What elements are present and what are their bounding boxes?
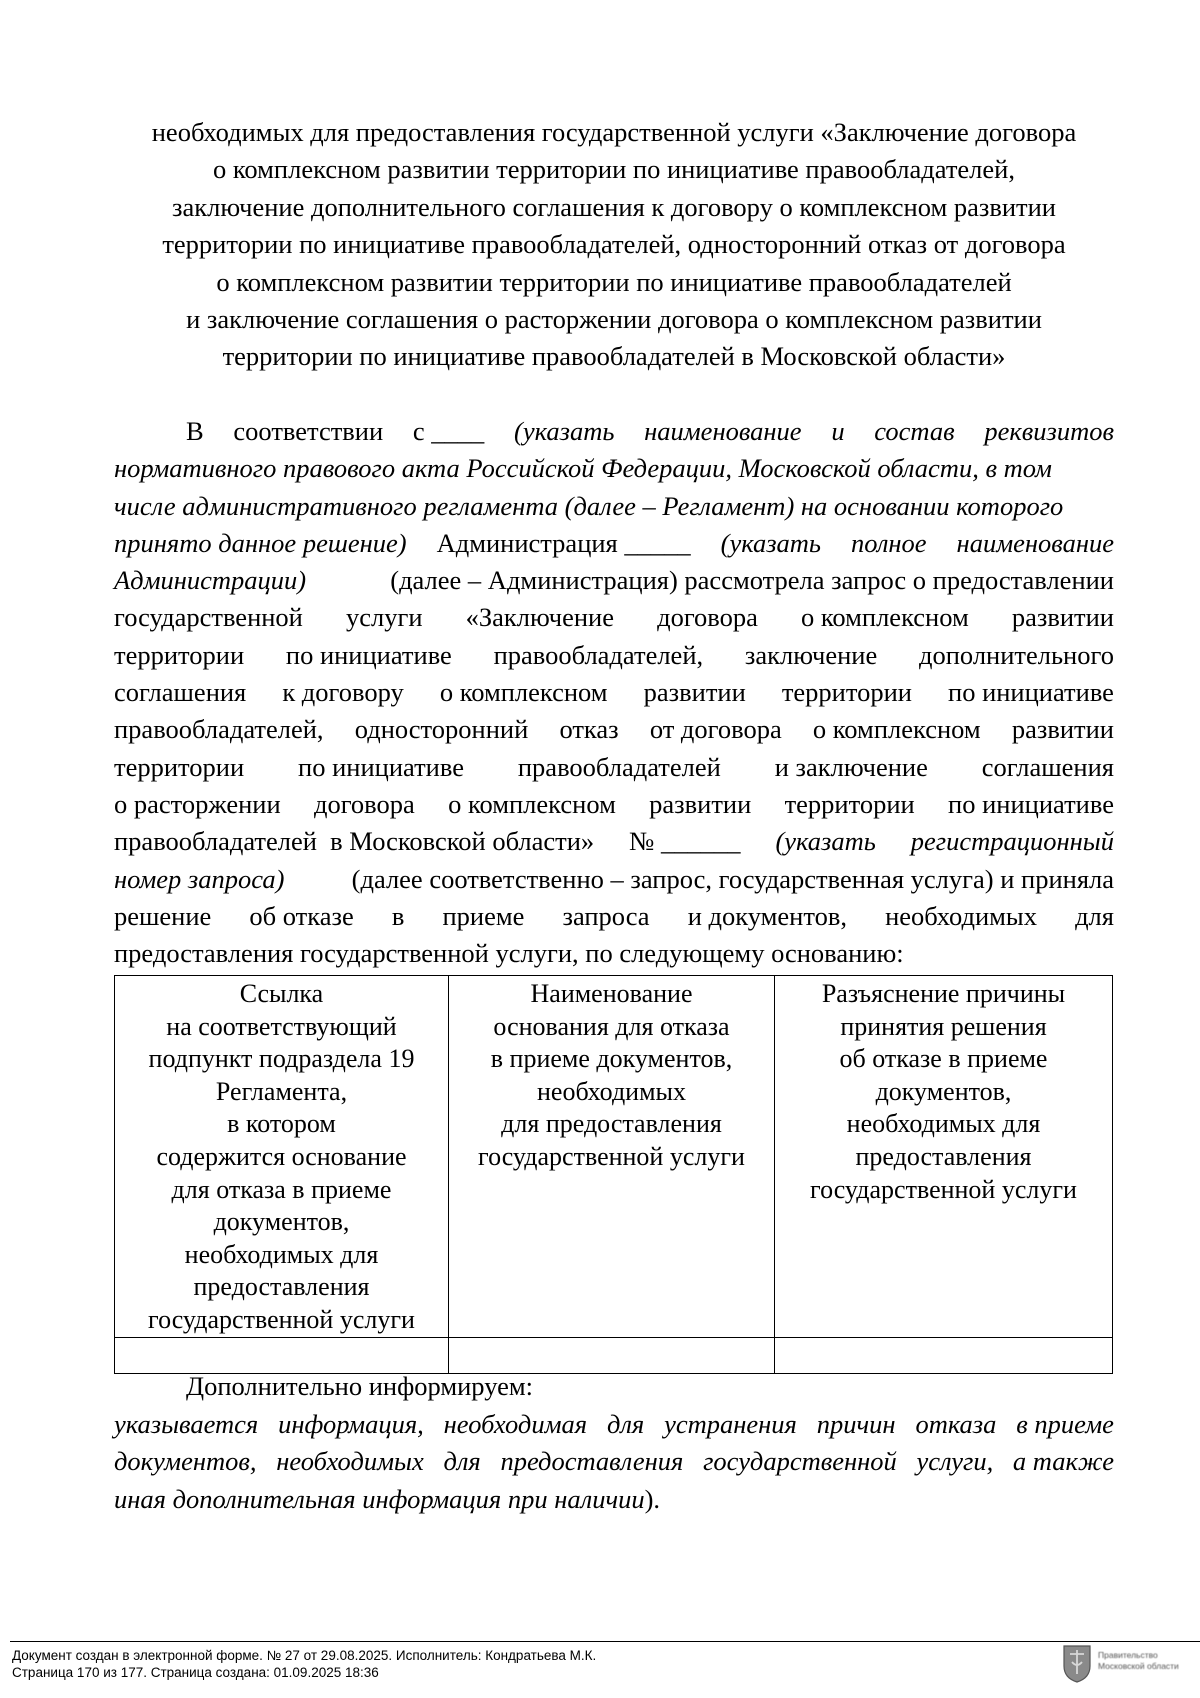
text-run: необходимых bbox=[276, 1446, 424, 1477]
cell-line: подпункт подраздела 19 bbox=[148, 1044, 415, 1074]
coat-of-arms-icon bbox=[1062, 1644, 1092, 1684]
text-run: (указать bbox=[720, 527, 821, 558]
heading-line: о комплексном развитии территории по инициативе правообладателей, bbox=[213, 154, 1015, 185]
text-run: иная дополнительная информация при наличии bbox=[114, 1483, 645, 1514]
text-run: наименование bbox=[956, 527, 1114, 558]
text-run: правообладателей в Московской области» bbox=[114, 826, 595, 857]
cell-line: Разъяснение причины bbox=[821, 979, 1066, 1008]
text-run: государственной bbox=[703, 1446, 897, 1477]
text-run: полное bbox=[850, 527, 927, 558]
text-run: развитии bbox=[649, 788, 752, 819]
text-run: территории bbox=[784, 788, 915, 819]
text-run: нормативного правового акта Российской Федерации, Московской области, в том bbox=[114, 453, 1052, 484]
paragraph-line bbox=[114, 488, 1114, 525]
text-run: номер запроса) bbox=[114, 863, 285, 894]
cell-line: предоставления bbox=[193, 1272, 370, 1302]
text-run: (указать bbox=[514, 416, 615, 446]
paragraph-line bbox=[114, 823, 1114, 860]
text-run: по инициативе bbox=[948, 788, 1114, 819]
text-run: договора bbox=[313, 788, 415, 819]
cell-line: основания для отказа bbox=[493, 1011, 730, 1041]
refusal-reasons-table bbox=[114, 975, 1113, 1374]
text-run: отказа bbox=[915, 1408, 997, 1439]
text-run: к договору bbox=[282, 677, 404, 708]
text-run: соглашения bbox=[114, 677, 247, 708]
emblem-caption bbox=[1098, 1650, 1179, 1672]
text-run: по инициативе bbox=[285, 639, 452, 670]
text-run: информация, bbox=[278, 1408, 424, 1439]
cell-line: для отказа в приеме bbox=[171, 1174, 392, 1204]
text-run: для bbox=[606, 1408, 645, 1439]
text-run: договора bbox=[657, 602, 758, 633]
text-run: для bbox=[1075, 900, 1114, 931]
paragraph-line bbox=[114, 935, 1114, 972]
emblem-caption-line: Правительство bbox=[1098, 1650, 1158, 1660]
text-run: соответствии bbox=[233, 416, 384, 446]
text-run: соглашения bbox=[981, 751, 1114, 782]
text-run: числе административного регламента (далее – Регламент) на основании которого bbox=[114, 490, 1064, 521]
text-run: развитии bbox=[1011, 602, 1114, 633]
heading-line: и заключение соглашения о расторжении договора о комплексном развитии bbox=[186, 304, 1042, 335]
heading-line: необходимых для предоставления государственной услуги «Заключение договора bbox=[151, 117, 1077, 147]
cell-line: для предоставления bbox=[501, 1109, 722, 1139]
paragraph-line bbox=[114, 599, 1114, 636]
text-run: заключение bbox=[744, 639, 878, 670]
text-run: Администрация _____ bbox=[436, 527, 691, 558]
text-run: указывается bbox=[114, 1408, 259, 1439]
paragraph-line bbox=[114, 749, 1114, 786]
text-run: о комплексном bbox=[812, 714, 981, 745]
paragraph-line bbox=[114, 786, 1114, 823]
cell-line: государственной услуги bbox=[810, 1174, 1077, 1204]
text-run: и bbox=[831, 416, 845, 446]
paragraph-line bbox=[114, 1443, 1114, 1481]
text-run: ). bbox=[644, 1483, 661, 1514]
text-run: решение bbox=[114, 900, 212, 931]
text-run: необходимых bbox=[885, 900, 1037, 931]
text-run: «Заключение bbox=[465, 602, 614, 633]
text-run: о расторжении bbox=[114, 788, 281, 819]
text-run: в приеме bbox=[1016, 1408, 1114, 1439]
paragraph-line bbox=[114, 1481, 1114, 1519]
text-run: регистрационный bbox=[910, 826, 1114, 857]
text-run: Администрации) bbox=[114, 565, 307, 596]
cell-line: содержится основание bbox=[156, 1141, 407, 1171]
text-run: отказ bbox=[559, 714, 619, 745]
text-run: о комплексном bbox=[448, 788, 616, 819]
footer-line-1: Документ создан в электронной форме. № 27 от 29.08.2025. Исполнитель: Кондратьева М.К. bbox=[12, 1648, 597, 1663]
text-run: территории bbox=[114, 751, 245, 782]
text-run: (далее – Администрация) рассмотрела запрос о предоставлении bbox=[390, 565, 1114, 596]
text-run: для bbox=[443, 1446, 481, 1477]
text-run: состав bbox=[874, 416, 955, 446]
table-header-cell bbox=[775, 976, 1113, 1338]
document-footer bbox=[12, 1647, 596, 1681]
text-run: устранения bbox=[664, 1408, 797, 1439]
text-run: № ______ bbox=[629, 826, 741, 857]
document-heading bbox=[110, 114, 1118, 376]
text-run: о комплексном bbox=[800, 602, 969, 633]
text-run: предоставления bbox=[500, 1446, 684, 1477]
additional-info-title: Дополнительно информируем: bbox=[186, 1371, 533, 1401]
cell-line: Наименование bbox=[530, 979, 693, 1008]
text-run: реквизитов bbox=[984, 416, 1114, 446]
heading-line: о комплексном развитии территории по инициативе правообладателей bbox=[216, 266, 1012, 297]
text-run: с ____ bbox=[412, 416, 485, 446]
text-run: территории bbox=[114, 639, 245, 670]
cell-line: необходимых для bbox=[184, 1239, 379, 1269]
cell-line: документов, bbox=[875, 1076, 1012, 1106]
text-run: дополнительного bbox=[919, 639, 1114, 670]
additional-info bbox=[114, 1368, 1114, 1518]
text-run: территории bbox=[781, 677, 912, 708]
cell-line: государственной услуги bbox=[478, 1141, 745, 1171]
text-run: в bbox=[391, 900, 405, 931]
paragraph-line bbox=[114, 674, 1114, 711]
text-run: В bbox=[186, 416, 204, 446]
text-run: принято данное решение) bbox=[114, 527, 407, 558]
text-run: документов, bbox=[114, 1446, 257, 1477]
table-header-cell bbox=[115, 976, 449, 1338]
cell-line: государственной услуги bbox=[148, 1304, 415, 1334]
text-run: об отказе bbox=[249, 900, 354, 931]
text-run: а также bbox=[1012, 1446, 1114, 1477]
cell-line: в котором bbox=[227, 1109, 336, 1139]
heading-line: заключение дополнительного соглашения к договору о комплексном развитии bbox=[172, 191, 1056, 222]
paragraph-line bbox=[114, 711, 1114, 748]
text-run: запроса bbox=[562, 900, 650, 931]
text-run: правообладателей, bbox=[114, 714, 324, 745]
text-run: наименование bbox=[644, 416, 802, 446]
text-run: и документов, bbox=[687, 900, 847, 931]
text-run: по инициативе bbox=[298, 751, 464, 782]
table-header-cell bbox=[449, 976, 775, 1338]
text-run: причин bbox=[816, 1408, 896, 1439]
text-run: услуги bbox=[345, 602, 423, 633]
text-run: односторонний bbox=[354, 714, 529, 745]
heading-line: территории по инициативе правообладателей, односторонний отказ от договора bbox=[162, 229, 1066, 260]
cell-line: Регламента, bbox=[215, 1076, 348, 1106]
decision-paragraph bbox=[114, 413, 1114, 972]
paragraph-line bbox=[114, 637, 1114, 674]
paragraph-line bbox=[114, 450, 1114, 487]
footer-divider bbox=[10, 1641, 1200, 1642]
cell-line: необходимых bbox=[536, 1076, 687, 1106]
text-run: государственной bbox=[114, 602, 303, 633]
text-run: услуги, bbox=[916, 1446, 994, 1477]
table-header-row bbox=[115, 976, 1113, 1338]
paragraph-line bbox=[114, 1368, 1114, 1406]
text-run: (далее соответственно – запрос, государственная услуга) и приняла bbox=[351, 863, 1114, 894]
cell-line: Ссылка bbox=[239, 979, 324, 1008]
emblem-caption-line: Московской области bbox=[1098, 1661, 1179, 1671]
paragraph-line bbox=[114, 898, 1114, 935]
text-run: приеме bbox=[442, 900, 525, 931]
text-run: правообладателей, bbox=[493, 639, 704, 670]
cell-line: об отказе в приеме bbox=[839, 1044, 1048, 1074]
text-run: от договора bbox=[649, 714, 782, 745]
heading-line: территории по инициативе правообладателей в Московской области» bbox=[222, 341, 1006, 372]
text-run: по инициативе bbox=[948, 677, 1114, 708]
cell-line: необходимых для bbox=[846, 1109, 1041, 1139]
paragraph-line bbox=[114, 525, 1114, 562]
paragraph-line bbox=[114, 1406, 1114, 1444]
text-run: о комплексном bbox=[439, 677, 608, 708]
text-run: необходимая bbox=[443, 1408, 588, 1439]
paragraph-line bbox=[114, 562, 1114, 599]
text-run: предоставления государственной услуги, по следующему основанию: bbox=[114, 938, 904, 969]
cell-line: документов, bbox=[213, 1207, 350, 1237]
footer-line-2: Страница 170 из 177. Страница создана: 01.09.2025 18:36 bbox=[12, 1665, 379, 1680]
cell-line: на соответствующий bbox=[166, 1011, 397, 1041]
text-run: (указать bbox=[775, 826, 876, 857]
text-run: и заключение bbox=[774, 751, 928, 782]
text-run: правообладателей bbox=[517, 751, 721, 782]
cell-line: предоставления bbox=[855, 1141, 1032, 1171]
paragraph-line bbox=[114, 413, 1114, 450]
cell-line: в приеме документов, bbox=[490, 1044, 733, 1074]
paragraph-line bbox=[114, 861, 1114, 898]
text-run: развитии bbox=[643, 677, 746, 708]
cell-line: принятия решения bbox=[840, 1011, 1047, 1041]
text-run: развитии bbox=[1011, 714, 1114, 745]
